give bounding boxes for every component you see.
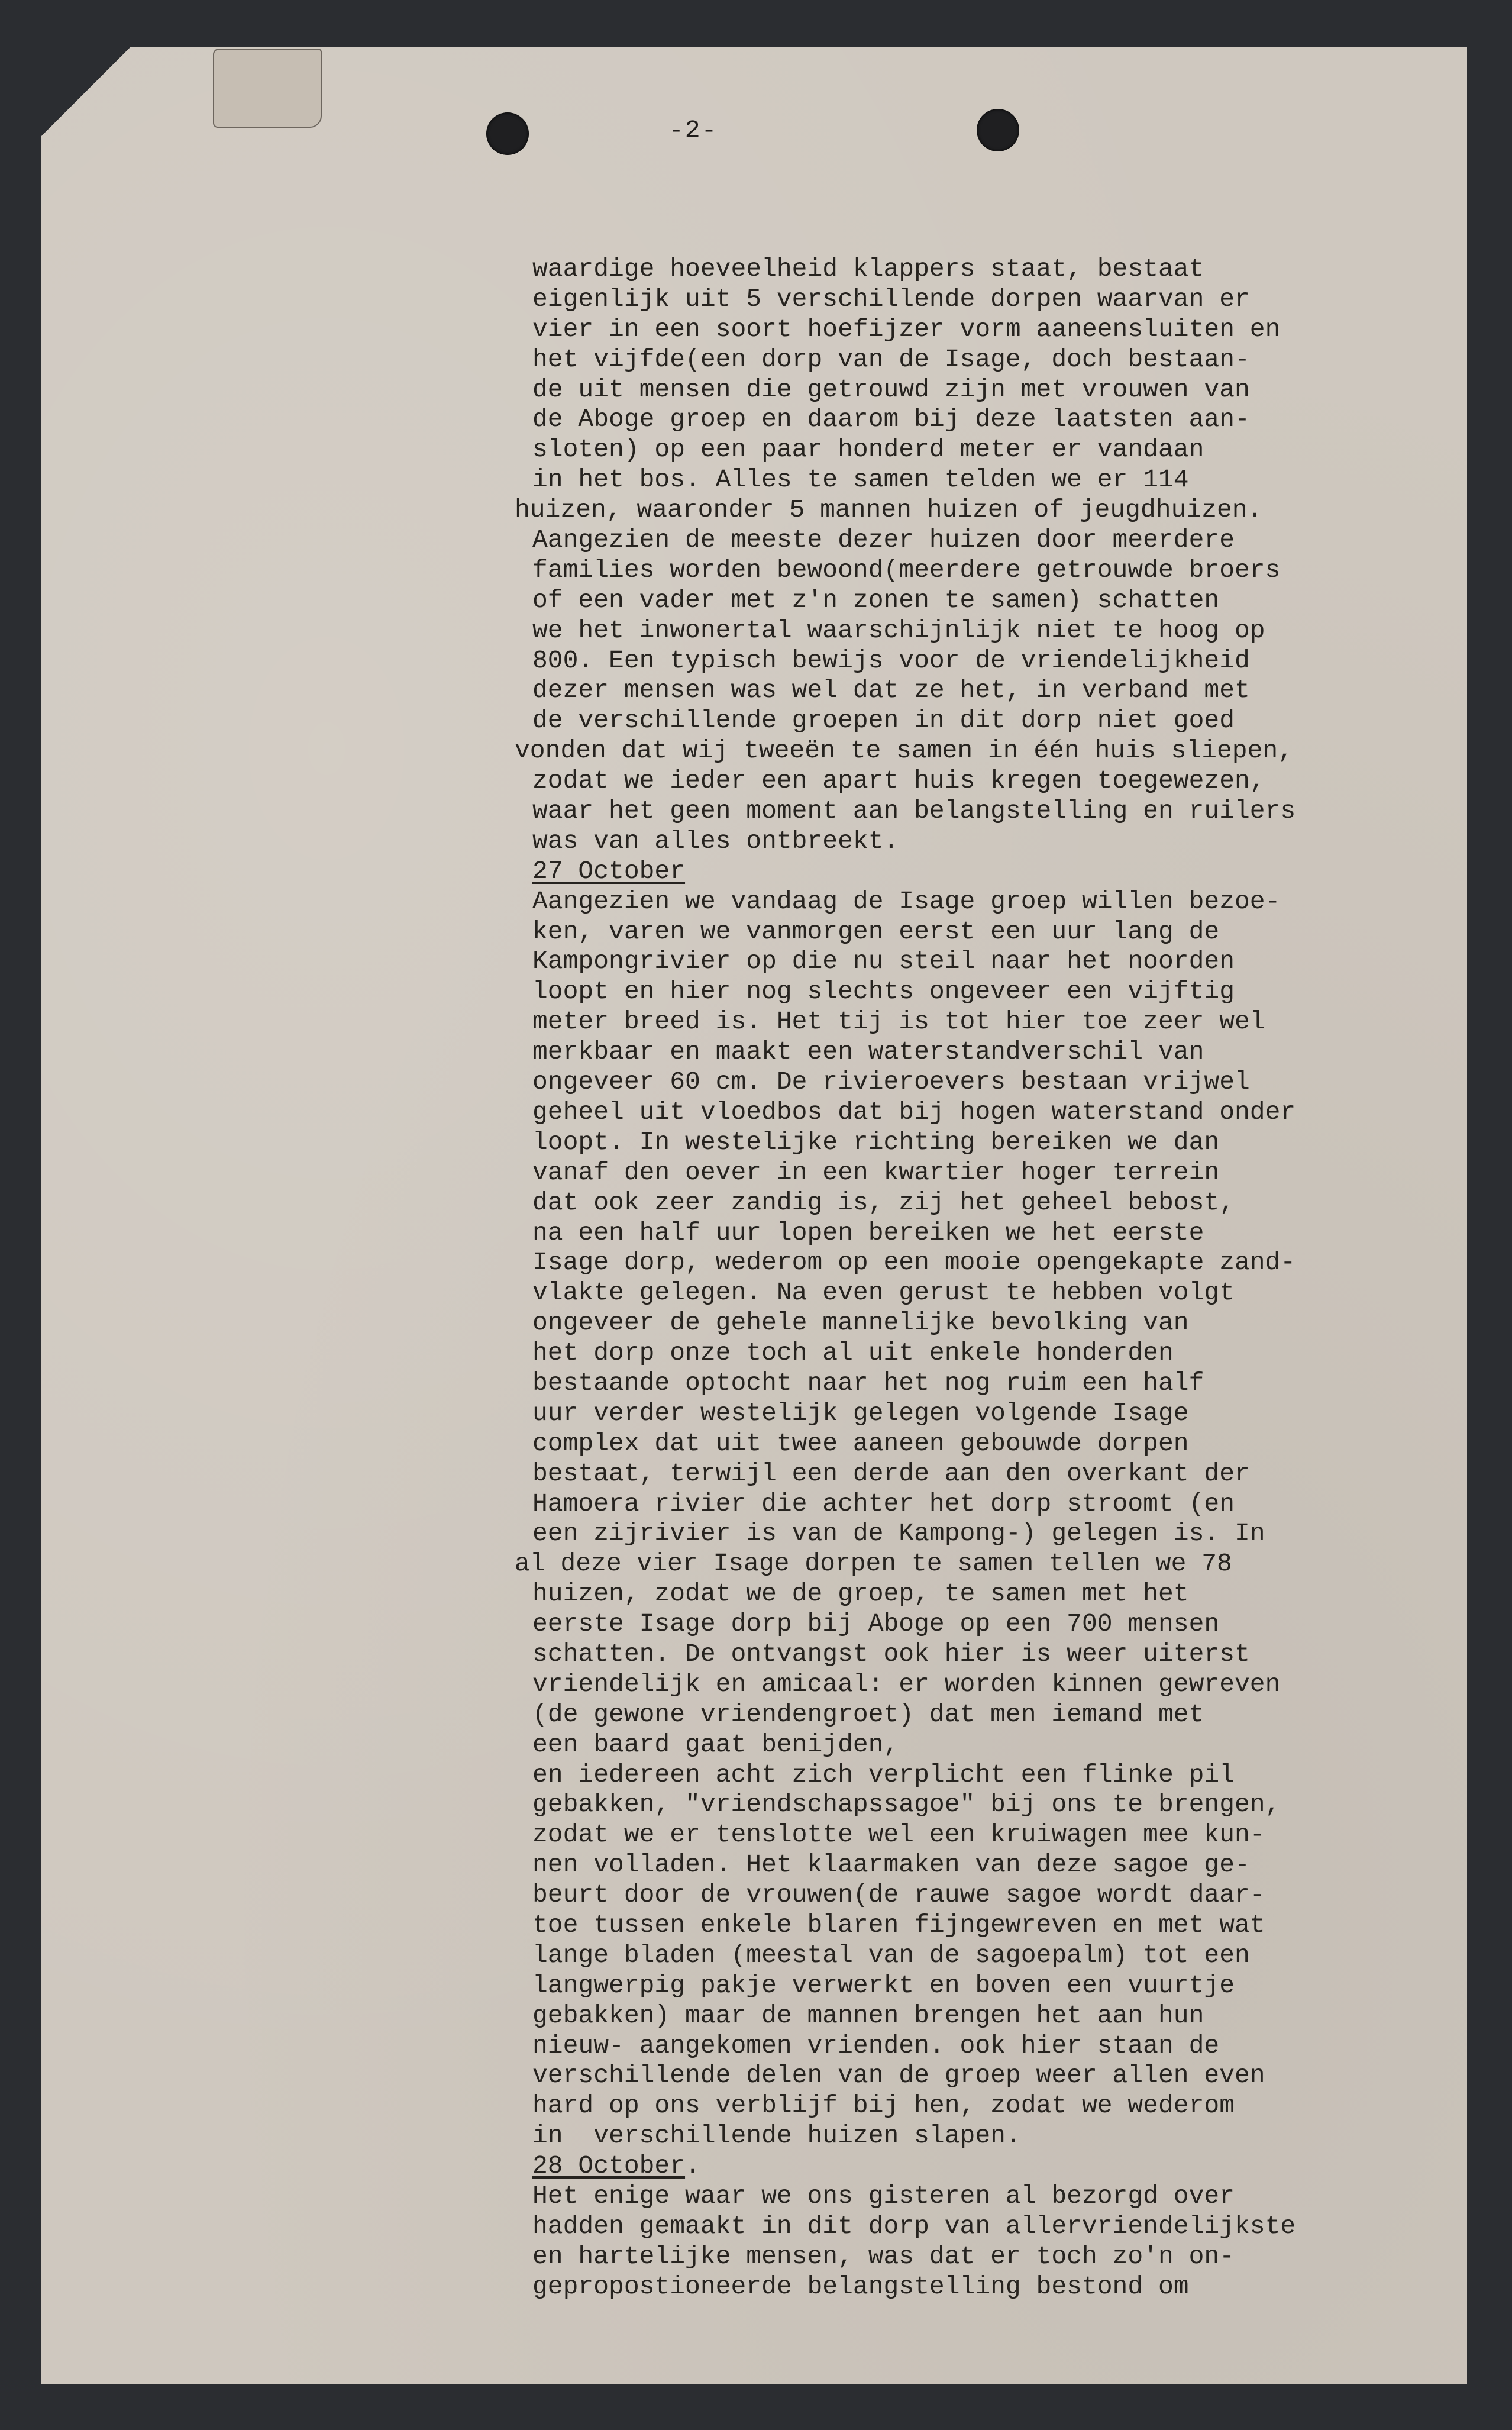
text-line: eigenlijk uit 5 verschillende dorpen waarvan er	[532, 284, 1250, 314]
text-line: in het bos. Alles te samen telden we er 114	[532, 465, 1189, 495]
text-line: de uit mensen die getrouwd zijn met vrouwen van	[532, 375, 1250, 404]
text-line: na een half uur lopen bereiken we het eerste	[532, 1218, 1204, 1247]
text-line: ongeveer 60 cm. De rivieroevers bestaan vrijwel	[532, 1067, 1250, 1097]
text-line: waar het geen moment aan belangstelling en ruilers	[532, 796, 1296, 826]
text-line: Isage dorp, wederom op een mooie opengekapte zand-	[532, 1248, 1296, 1277]
text-line: uur verder westelijk gelegen volgende Isage	[532, 1398, 1189, 1428]
text-line: en hartelijke mensen, was dat er toch zo'n on-	[532, 2241, 1235, 2271]
text-line: ken, varen we vanmorgen eerst een uur lang de	[532, 917, 1220, 946]
text-line: al deze vier Isage dorpen te samen tellen we 78	[515, 1549, 1232, 1579]
date-heading	[532, 857, 1455, 887]
text-line: meter breed is. Het tij is tot hier toe zeer wel	[532, 1007, 1265, 1037]
text-line: merkbaar en maakt een waterstandverschil van	[532, 1037, 1204, 1067]
text-line: langwerpig pakje verwerkt en boven een vuurtje	[532, 1970, 1235, 2000]
text-line: ongeveer de gehele mannelijke bevolking van	[532, 1308, 1189, 1338]
text-line: zodat we er tenslotte wel een kruiwagen mee kun-	[532, 1820, 1265, 1850]
text-line: Aangezien de meeste dezer huizen door meerdere	[532, 525, 1235, 555]
text-line: een zijrivier is van de Kampong-) gelegen is. In	[532, 1519, 1265, 1548]
text-line: dezer mensen was wel dat ze het, in verband met	[532, 676, 1250, 705]
text-line: en iedereen acht zich verplicht een flinke pil	[532, 1760, 1235, 1789]
text-line: hard op ons verblijf bij hen, zodat we wederom	[532, 2091, 1235, 2121]
text-line: nieuw- aangekomen vrienden. ook hier staan de	[532, 2031, 1220, 2060]
punch-hole-left	[486, 112, 529, 155]
text-line: een baard gaat benijden,	[532, 1729, 899, 1759]
date-heading-underlined: 28 October	[532, 2151, 686, 2181]
text-line: complex dat uit twee aaneen gebouwde dorpen	[532, 1428, 1189, 1458]
text-line: families worden bewoond(meerdere getrouwde broers	[532, 555, 1281, 585]
text-line: Hamoera rivier die achter het dorp stroomt (en	[532, 1489, 1235, 1518]
text-line: schatten. De ontvangst ook hier is weer uiterst	[532, 1639, 1250, 1669]
text-line: huizen, zodat we de groep, te samen met het	[532, 1579, 1189, 1609]
text-line: nen volladen. Het klaarmaken van deze sagoe ge-	[532, 1850, 1250, 1880]
text-line: het dorp onze toch al uit enkele honderden	[532, 1338, 1174, 1368]
text-line: vier in een soort hoefijzer vorm aaneensluiten en	[532, 314, 1281, 344]
text-line: of een vader met z'n zonen te samen) schatten	[532, 585, 1220, 615]
text-line: toe tussen enkele blaren fijngewreven en met wat	[532, 1910, 1265, 1940]
text-line: we het inwonertal waarschijnlijk niet te hoog op	[532, 615, 1265, 645]
text-line: Kampongrivier op die nu steil naar het noorden	[532, 947, 1235, 976]
text-line: de Aboge groep en daarom bij deze laatsten aan-	[532, 405, 1250, 434]
text-line: in verschillende huizen slapen.	[532, 2121, 1021, 2151]
text-line: 800. Een typisch bewijs voor de vriendelijkheid	[532, 646, 1250, 675]
date-heading-underlined: 27 October	[532, 856, 686, 886]
text-line: geheel uit vloedbos dat bij hogen waterstand onder	[532, 1097, 1296, 1127]
text-line: vanaf den oever in een kwartier hoger terrein	[532, 1157, 1220, 1187]
text-line: Aangezien we vandaag de Isage groep willen bezoe-	[532, 886, 1281, 916]
text-line: loopt en hier nog slechts ongeveer een vijftig	[532, 977, 1235, 1006]
text-line: gebakken, "vriendschapssagoe" bij ons te brengen,	[532, 1790, 1281, 1819]
torn-corner	[41, 47, 130, 136]
text-line: loopt. In westelijke richting bereiken we dan	[532, 1127, 1220, 1157]
text-line: beurt door de vrouwen(de rauwe sagoe wordt daar-	[532, 1880, 1265, 1910]
page-number: -2-	[668, 116, 718, 145]
punch-hole-right	[977, 109, 1019, 151]
text-line: waardige hoeveelheid klappers staat, bestaat	[532, 254, 1204, 283]
text-line: de verschillende groepen in dit dorp niet goed	[532, 706, 1235, 735]
text-line: huizen, waaronder 5 mannen huizen of jeugdhuizen.	[515, 495, 1263, 525]
text-line: vriendelijk en amicaal: er worden kinnen gewreven	[532, 1669, 1281, 1699]
text-line: Het enige waar we ons gisteren al bezorgd over	[532, 2181, 1235, 2210]
text-line: (de gewone vriendengroet) dat men iemand met	[532, 1699, 1204, 1729]
text-line: lange bladen (meestal van de sagoepalm) tot een	[532, 1940, 1250, 1970]
paper-tab	[213, 49, 322, 128]
text-line: gebakken) maar de mannen brengen het aan hun	[532, 2000, 1204, 2030]
text-line: hadden gemaakt in dit dorp van allervriendelijkste	[532, 2211, 1296, 2241]
date-heading: 28 October.	[532, 2151, 700, 2181]
text-line: vonden dat wij tweeën te samen in één huis sliepen,	[515, 736, 1294, 766]
typed-body-text	[515, 254, 1455, 2302]
text-line: verschillende delen van de groep weer allen even	[532, 2061, 1265, 2090]
text-line: sloten) op een paar honderd meter er vandaan	[532, 435, 1204, 464]
text-line: zodat we ieder een apart huis kregen toegewezen,	[532, 766, 1265, 796]
text-line: eerste Isage dorp bij Aboge op een 700 mensen	[532, 1609, 1220, 1639]
text-line: bestaat, terwijl een derde aan den overkant der	[532, 1458, 1250, 1488]
text-line: vlakte gelegen. Na even gerust te hebben volgt	[532, 1278, 1235, 1308]
text-line: bestaande optocht naar het nog ruim een half	[532, 1368, 1204, 1398]
text-line: gepropostioneerde belangstelling bestond om	[532, 2271, 1189, 2301]
text-line: dat ook zeer zandig is, zij het geheel bebost,	[532, 1187, 1235, 1217]
text-line: het vijfde(een dorp van de Isage, doch bestaan-	[532, 344, 1250, 374]
text-line: was van alles ontbreekt.	[532, 826, 899, 856]
